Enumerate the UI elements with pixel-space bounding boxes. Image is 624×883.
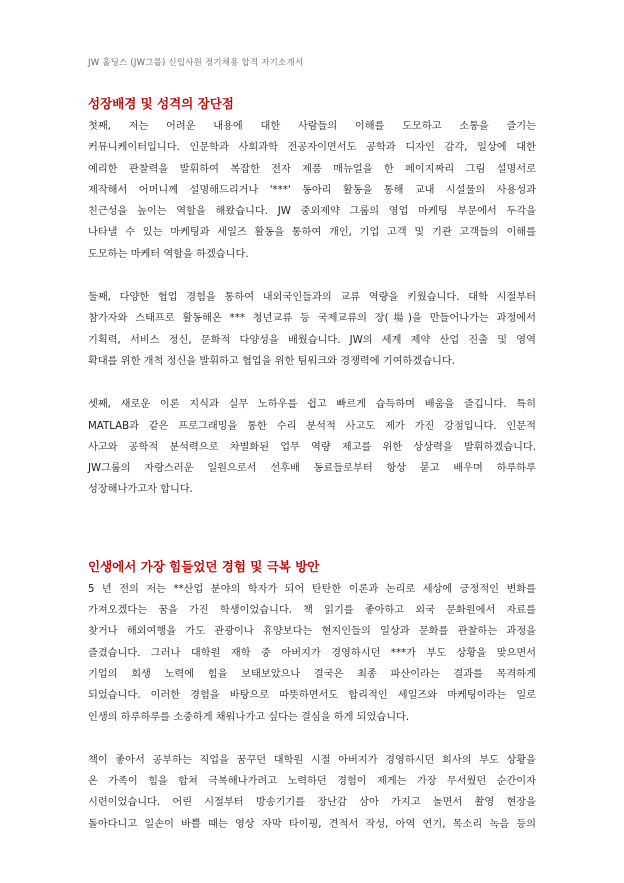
text-line: 친근성을 높이는 역할을 해왔습니다. JW 중외제약 그룹의 영업 마케팅 부문에서 두각을 (88, 206, 536, 218)
text-line: 성장해나가고자 합니다. (88, 484, 193, 496)
text-line: MATLAB과 같은 프로그래밍을 통한 수리 분석적 사고도 제가 가진 강점입니다. 인문적 (88, 420, 536, 432)
text-line: 사고와 공학적 분석력으로 차별화된 업무 역량 제고를 위한 상상력을 발휘하겠습니다. (88, 441, 536, 453)
text-line: 확대를 위한 개척 정신을 발휘하고 협업을 위한 팀워크와 경쟁력에 기여하겠습니다. (88, 355, 455, 367)
text-line: 제작해서 어머니께 설명해드리거나 '***' 동아리 활동을 통해 교내 시설물의 사용성과 (88, 184, 536, 196)
paragraph-third-trait (88, 394, 536, 500)
text-line: 예리한 관찰력을 발휘하여 복잡한 전자 제품 매뉴얼을 한 페이지짜리 그림 설명서로 (88, 163, 536, 175)
text-line: 돌아다니고 일손이 바쁠 때는 영상 자막 타이핑, 견적서 작성, 아역 연기, 목소리 녹음 등의 (88, 818, 536, 830)
text-line: 도모하는 마케터 역할을 하겠습니다. (88, 248, 249, 260)
text-line: 시련이었습니다. 어린 시절부터 방송기기를 장난감 삼아 가지고 놀면서 촬영 현장을 (88, 797, 536, 809)
text-line: 첫째, 저는 어려운 내용에 대한 사람들의 이해를 도모하고 소통을 즐기는 (88, 121, 536, 132)
text-line: 나타낼 수 있는 마케팅과 세일즈 활동을 통하여 개인, 기업 고객 및 기관 고객들의 이해를 (88, 227, 536, 239)
text-line: JW그룹의 자랑스러운 일원으로서 선후배 동료들로부터 항상 묻고 배우며 하루하루 (88, 463, 536, 475)
paragraph-hardship-detail (88, 750, 536, 835)
paragraph-hardship-story (88, 579, 536, 728)
text-line: 즐겼습니다. 그러나 대학원 재학 중 아버지가 경영하시던 ***가 부도 상황을 맞으면서 (88, 647, 537, 659)
text-line: 찾거나 해외여행을 가도 관광이나 휴양보다는 현지인들의 일상과 문화를 관찰하는 과정을 (88, 626, 536, 638)
text-line: 기획력, 서비스 정신, 문화적 다양성을 배웠습니다. JW의 세계 제약 산업 진출 및 영역 (88, 334, 536, 346)
document-body (88, 92, 536, 835)
text-line: 커뮤니케이터입니다. 인문학과 사회과학 전공자이면서도 공학과 디자인 감각, 일상에 대한 (88, 142, 536, 154)
text-line: 참가자와 스태프로 활동해온 *** 청년교류 등 국제교류의 장(場)을 만들어나가는 과정에서 (88, 313, 536, 325)
text-line: 둘째, 다양한 협업 경험을 통하여 내외국인들과의 교류 역량을 키웠습니다. 대학 시절부터 (88, 292, 536, 304)
document-header: JW 홀딩스 (JW그룹) 신입사원 정기채용 합격 자기소개서 (88, 58, 304, 68)
text-line: 5 년 전의 저는 **산업 분야의 학자가 되어 탄탄한 이론과 논리로 세상에 긍정적인 변화를 (88, 583, 536, 595)
paragraph-second-trait (88, 287, 536, 372)
text-line: 기업의 회생 노력에 힘을 보태보았으나 결국은 최종 파산이라는 결과를 목격하게 (88, 668, 536, 680)
paragraph-first-trait (88, 116, 536, 265)
text-line: 셋째, 새로운 이론 지식과 실무 노하우를 쉽고 빠르게 습득하며 배움을 즐깁니다. 특히 (88, 399, 536, 411)
text-line: 가져오겠다는 꿈을 가진 학생이었습니다. 책 읽기를 좋아하고 외국 문화원에서 자료를 (88, 605, 536, 617)
section-heading-hardship: 인생에서 가장 힘들었던 경험 및 극복 방안 (88, 558, 320, 574)
text-line: 온 가족이 힘을 합쳐 극복해나가려고 노력하던 경험이 제게는 가장 무서웠던 순간이자 (88, 776, 536, 788)
text-line: 되었습니다. 이러한 경험을 바탕으로 따뜻하면서도 합리적인 세일즈와 마케팅이라는 일로 (88, 690, 536, 702)
section-heading-background: 성장배경 및 성격의 장단점 (88, 96, 234, 111)
text-line: 책이 좋아서 공부하는 직업을 꿈꾸던 대학원 시절 아버지가 경영하시던 회사의 부도 상황을 (88, 754, 536, 766)
text-line: 인생의 하루하루를 소중하게 채워나가고 싶다는 결심을 하게 되었습니다. (88, 711, 410, 723)
